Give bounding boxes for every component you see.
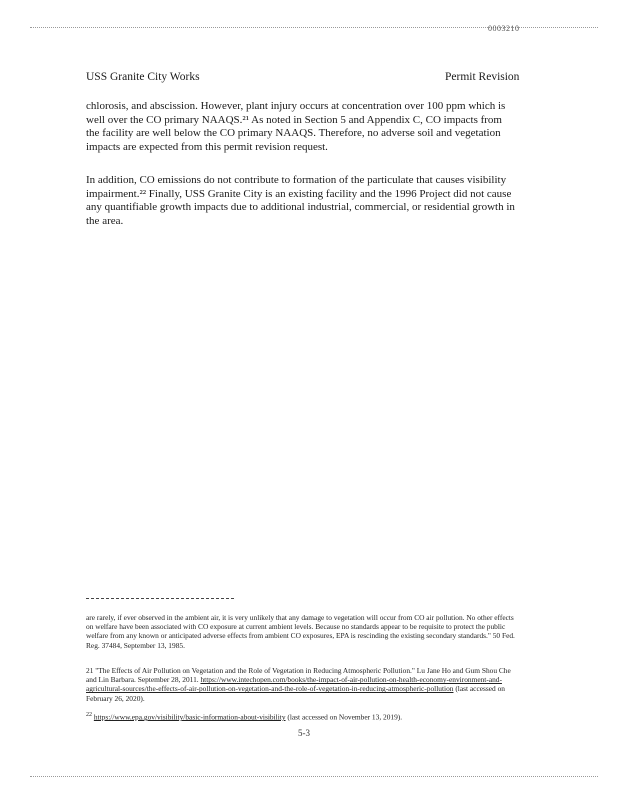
body-paragraph-2: In addition, CO emissions do not contribute to formation of the particulate that causes visibility impairment.²² Finally, USS Granite City is an existing facility and the 1996 Project did not cause any quantifiable growth impacts due to additional industrial, commercial, or residential growth in the area. bbox=[86, 174, 515, 227]
footnote-22-accessed: (last accessed on November 13, 2019). bbox=[287, 712, 403, 722]
footnote-22-mark: 22 bbox=[86, 712, 92, 718]
header-document-type: Permit Revision bbox=[445, 71, 520, 83]
footnote-21-accessed: (last accessed on February 26, 2020). bbox=[86, 684, 505, 703]
footnote-22-link[interactable]: https://www.epa.gov/visibility/basic-information-about-visibility bbox=[93, 712, 286, 722]
bates-number: 0003210 bbox=[488, 24, 520, 33]
footnote-21-text: 21 "The Effects of Air Pollution on Vegetation and the Role of Vegetation in Reducing Atmospheric Pollution." Lu Jane Ho and Gum Shou Che and Lin Barbara. September 28, 2011. bbox=[86, 666, 511, 685]
scan-bottom-edge bbox=[30, 776, 598, 779]
header-facility-name: USS Granite City Works bbox=[86, 71, 200, 83]
footnote-21 bbox=[86, 666, 516, 703]
footnote-20-continuation: are rarely, if ever observed in the ambient air, it is very unlikely that any damage to vegetation will occur from CO air pollution. No other effects on welfare have been associated with CO exposure at current ambient levels. Because no standards appear to be requisite to protect the public welfare from any known or anticipated adverse effects from ambient CO exposures, EPA is rescinding the existing secondary standards." 50 Fed. Reg. 37484, September 13, 1985. bbox=[86, 613, 515, 650]
body-paragraph-1: chlorosis, and abscission. However, plant injury occurs at concentration over 100 ppm which is well over the CO primary NAAQS.²¹ As noted in Section 5 and Appendix C, CO impacts from the facility are well below the CO primary NAAQS. Therefore, no adverse soil and vegetation impacts are expected from this permit revision request. bbox=[86, 100, 506, 153]
footnote-separator bbox=[86, 598, 234, 599]
footnote-22 bbox=[86, 711, 516, 722]
page-number: 5-3 bbox=[298, 728, 310, 738]
footnote-21-link[interactable]: https://www.intechopen.com/books/the-impact-of-air-pollution-on-health-economy-environment-and-agricultural-sources/the-effects-of-air-pollution-on-vegetation-and-the-role-of-vegetation-in-reducing-atmospheric-pollution bbox=[86, 675, 502, 694]
